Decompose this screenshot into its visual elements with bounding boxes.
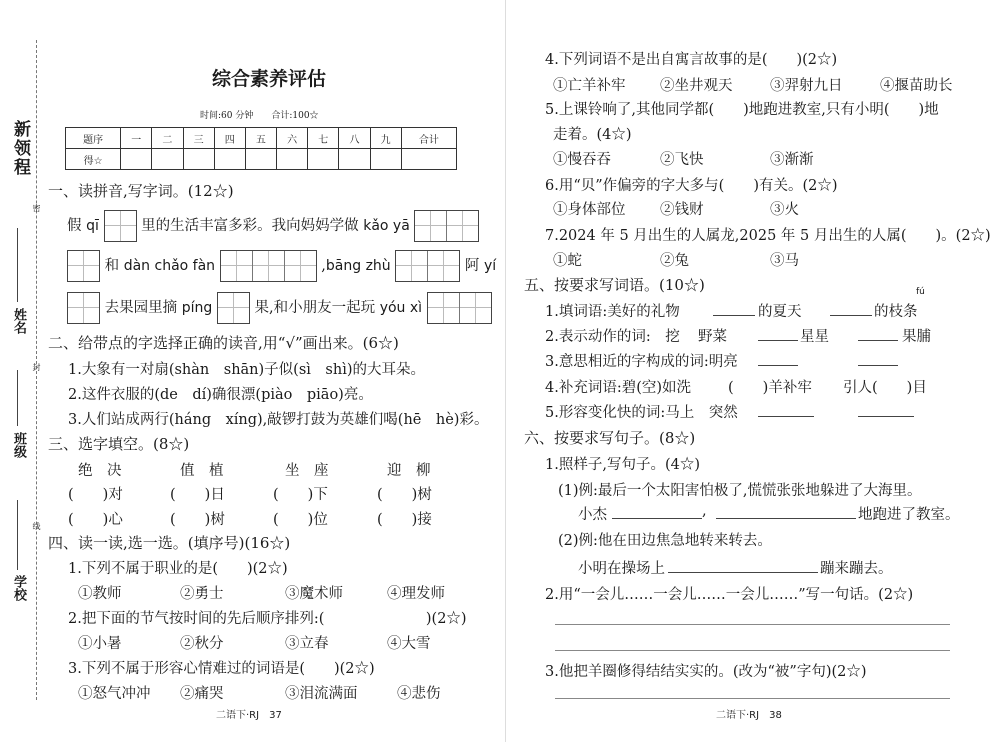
option[interactable]: ③泪流满面: [285, 686, 358, 702]
score-header: 九: [370, 128, 401, 149]
text: 果,和小朋友一起玩: [254, 300, 376, 316]
text: 和: [104, 258, 120, 274]
pinyin: píng: [181, 300, 213, 316]
answer-line[interactable]: [555, 624, 950, 625]
school-line: [17, 500, 18, 570]
s2-q3: 3.人们站成两行(háng xíng),敲锣打鼓为英雄们喝(hē hè)彩。: [68, 412, 489, 428]
char-box[interactable]: [67, 250, 100, 282]
s5-q1b: 的夏天: [758, 304, 802, 320]
class-line: [17, 370, 18, 426]
char-box[interactable]: [414, 210, 479, 242]
option[interactable]: ①亡羊补牢: [553, 78, 626, 94]
section-5-heading: 五、按要求写词语。(10☆): [524, 276, 705, 294]
char-box[interactable]: [104, 210, 137, 242]
char-box[interactable]: [395, 250, 460, 282]
time-total: 时间:60 分钟 合计:100☆: [200, 111, 319, 121]
binding-gutter: [0, 0, 50, 742]
s3-blank[interactable]: ( )树: [377, 487, 432, 503]
score-cell[interactable]: [183, 149, 214, 170]
line-mark: 线: [32, 522, 41, 530]
answer-blank[interactable]: [858, 416, 914, 417]
score-header: 四: [214, 128, 245, 149]
score-header: 合计: [401, 128, 456, 149]
s6-ex1-b: ,: [702, 503, 707, 519]
text: 假: [67, 218, 82, 234]
char-box[interactable]: [67, 292, 100, 324]
option[interactable]: ④大雪: [387, 636, 431, 652]
score-cell[interactable]: [277, 149, 308, 170]
s6-q3: 3.他把羊圈修得结结实实的。(改为“被”字句)(2☆): [545, 664, 867, 680]
page-footer-left: 二语下·RJ 37: [216, 710, 282, 721]
s3-pair: 迎 柳: [387, 463, 431, 479]
text: 里的生活丰富多彩。我向妈妈学做: [141, 218, 359, 234]
answer-line[interactable]: [555, 698, 950, 699]
score-header: 一: [121, 128, 152, 149]
option[interactable]: ③魔术师: [285, 586, 343, 602]
s6-ex2-a: 小明在操场上: [578, 561, 665, 577]
seal-mark: 密: [32, 204, 41, 212]
option[interactable]: ②兔: [660, 253, 689, 269]
option[interactable]: ①怒气冲冲: [78, 686, 151, 702]
s1-line-3: [67, 292, 492, 324]
s5-q4: 4.补充词语:碧(空)如洗: [545, 380, 692, 396]
score-header: 二: [152, 128, 183, 149]
answer-blank[interactable]: [858, 365, 898, 366]
score-header: 三: [183, 128, 214, 149]
page-title: 综合素养评估: [212, 68, 327, 90]
text: 去果园里摘: [104, 300, 178, 316]
option[interactable]: ①小暑: [78, 636, 122, 652]
answer-blank[interactable]: [668, 572, 818, 573]
q7: 7.2024 年 5 月出生的人属龙,2025 年 5 月出生的人属( )。(2☆): [545, 228, 991, 244]
score-cell[interactable]: [308, 149, 339, 170]
q6: 6.用“贝”作偏旁的字大多与( )有关。(2☆): [545, 178, 838, 194]
s6-ex1-c: 地跑进了教室。: [858, 507, 960, 523]
option[interactable]: ②钱财: [660, 202, 704, 218]
score-cell[interactable]: [339, 149, 370, 170]
s5-q2b: 野菜: [698, 329, 727, 345]
section-3-heading: 三、选字填空。(8☆): [48, 435, 190, 453]
s3-pair: 值 植: [180, 463, 224, 479]
s3-blank[interactable]: ( )下: [273, 487, 328, 503]
option[interactable]: ①慢吞吞: [553, 152, 611, 168]
option[interactable]: ③立春: [285, 636, 329, 652]
score-header: 八: [339, 128, 370, 149]
pinyin: dàn chǎo fàn: [123, 258, 216, 274]
seal-mark-2: 封: [32, 363, 41, 371]
s4-q2: 2.把下面的节气按时间的先后顺序排列:( )(2☆): [68, 611, 467, 627]
option[interactable]: ③马: [770, 253, 799, 269]
option[interactable]: ②痛哭: [180, 686, 224, 702]
answer-blank[interactable]: [758, 340, 798, 341]
option[interactable]: ④悲伤: [397, 686, 441, 702]
option[interactable]: ①教师: [78, 586, 122, 602]
section-6-heading: 六、按要求写句子。(8☆): [524, 429, 696, 447]
s3-blank[interactable]: ( )日: [170, 487, 225, 503]
option[interactable]: ③火: [770, 202, 799, 218]
s5-q2c: 星星: [800, 329, 829, 345]
name-line: [17, 228, 18, 302]
s5-q2d: 果脯: [902, 329, 931, 345]
pinyin: bāng zhù: [325, 258, 391, 274]
option[interactable]: ②飞快: [660, 152, 704, 168]
s3-blank[interactable]: ( )树: [170, 512, 225, 528]
s5-q4b[interactable]: ( )羊补牢: [728, 380, 812, 396]
section-1-heading: 一、读拼音,写字词。(12☆): [48, 182, 234, 200]
class-label: 班级: [11, 432, 26, 458]
school-label: 学校: [11, 575, 26, 601]
option[interactable]: ②坐井观天: [660, 78, 733, 94]
score-table: [65, 127, 457, 170]
option[interactable]: ④理发师: [387, 586, 445, 602]
s6-ex2-b: 蹦来蹦去。: [820, 561, 893, 577]
score-cell[interactable]: [214, 149, 245, 170]
s6-q2: 2.用“一会儿……一会儿……一会儿……”写一句话。(2☆): [545, 587, 914, 603]
page-fold: [505, 0, 506, 742]
s4-q1: 1.下列不属于职业的是( )(2☆): [68, 561, 288, 577]
s6-q1: 1.照样子,写句子。(4☆): [545, 457, 700, 473]
option[interactable]: ①身体部位: [553, 202, 626, 218]
s4-q3: 3.下列不属于形容心情难过的词语是( )(2☆): [68, 661, 375, 677]
answer-blank[interactable]: [758, 365, 798, 366]
score-header: 六: [277, 128, 308, 149]
pinyin: yí: [484, 258, 497, 274]
score-header: 题序: [66, 128, 121, 149]
s5-q5: 5.形容变化快的词:马上 突然: [545, 405, 738, 421]
s5-q3: 3.意思相近的字构成的词:明亮: [545, 354, 738, 370]
option[interactable]: ③渐渐: [770, 152, 814, 168]
s2-q2: 2.这件衣服的(de dí)确很漂(piào piāo)亮。: [68, 387, 373, 403]
s3-blank[interactable]: ( )位: [273, 512, 328, 528]
option[interactable]: ②勇士: [180, 586, 224, 602]
answer-line[interactable]: [555, 650, 950, 651]
text: ,: [321, 258, 326, 274]
text: 阿: [464, 258, 480, 274]
char-box[interactable]: [220, 250, 317, 282]
score-cell[interactable]: [152, 149, 183, 170]
q5: 5.上课铃响了,其他同学都( )地跑进教室,只有小明( )地: [545, 102, 939, 118]
pinyin: yóu xì: [379, 300, 423, 316]
s6-example-2: (2)例:他在田边焦急地转来转去。: [558, 533, 772, 549]
answer-blank[interactable]: [758, 416, 814, 417]
s2-q1: 1.大象有一对扇(shàn shān)子似(sì shì)的大耳朵。: [68, 362, 425, 378]
q4: 4.下列词语不是出自寓言故事的是( )(2☆): [545, 52, 838, 68]
score-cell[interactable]: [245, 149, 276, 170]
section-4-heading: 四、读一读,选一选。(填序号)(16☆): [48, 534, 291, 552]
char-box[interactable]: [427, 292, 492, 324]
section-2-heading: 二、给带点的字选择正确的读音,用“√”画出来。(6☆): [48, 334, 399, 352]
score-cell[interactable]: [121, 149, 152, 170]
option[interactable]: ①蛇: [553, 253, 582, 269]
answer-blank[interactable]: [830, 315, 872, 316]
score-cell[interactable]: [370, 149, 401, 170]
s1-line-1: [67, 210, 479, 242]
pinyin: kǎo yā: [363, 218, 410, 234]
s5-q1: 1.填词语:美好的礼物: [545, 304, 680, 320]
answer-blank[interactable]: [716, 518, 856, 519]
page-footer-right: 二语下·RJ 38: [716, 710, 782, 721]
s3-pair: 坐 座: [285, 463, 329, 479]
char-box[interactable]: [217, 292, 250, 324]
s5-q2: 2.表示动作的词: 挖: [545, 329, 680, 345]
pinyin: qī: [86, 218, 99, 234]
q5-cont: 走着。(4☆): [553, 127, 632, 143]
score-header: 七: [308, 128, 339, 149]
brand-logo: 新领程: [10, 120, 30, 177]
pinyin-annotation: fú: [916, 287, 925, 297]
s3-pair: 绝 决: [78, 463, 122, 479]
answer-blank[interactable]: [713, 315, 755, 316]
s3-blank[interactable]: ( )心: [68, 512, 123, 528]
option[interactable]: ②秋分: [180, 636, 224, 652]
option[interactable]: ③羿射九日: [770, 78, 843, 94]
score-row-label: 得☆: [66, 149, 121, 170]
score-header: 五: [245, 128, 276, 149]
s1-line-2: [67, 250, 496, 282]
option[interactable]: ④揠苗助长: [880, 78, 953, 94]
s5-q4c[interactable]: 引人( )目: [843, 380, 927, 396]
s5-q1c: 的枝条: [874, 304, 918, 320]
s3-blank[interactable]: ( )接: [377, 512, 432, 528]
s3-blank[interactable]: ( )对: [68, 487, 123, 503]
score-cell[interactable]: [401, 149, 456, 170]
s6-ex1-a: 小杰: [578, 507, 607, 523]
s6-example-1: (1)例:最后一个太阳害怕极了,慌慌张张地躲进了大海里。: [558, 483, 922, 499]
name-label: 姓名: [11, 308, 26, 334]
answer-blank[interactable]: [858, 340, 898, 341]
answer-blank[interactable]: [612, 518, 702, 519]
